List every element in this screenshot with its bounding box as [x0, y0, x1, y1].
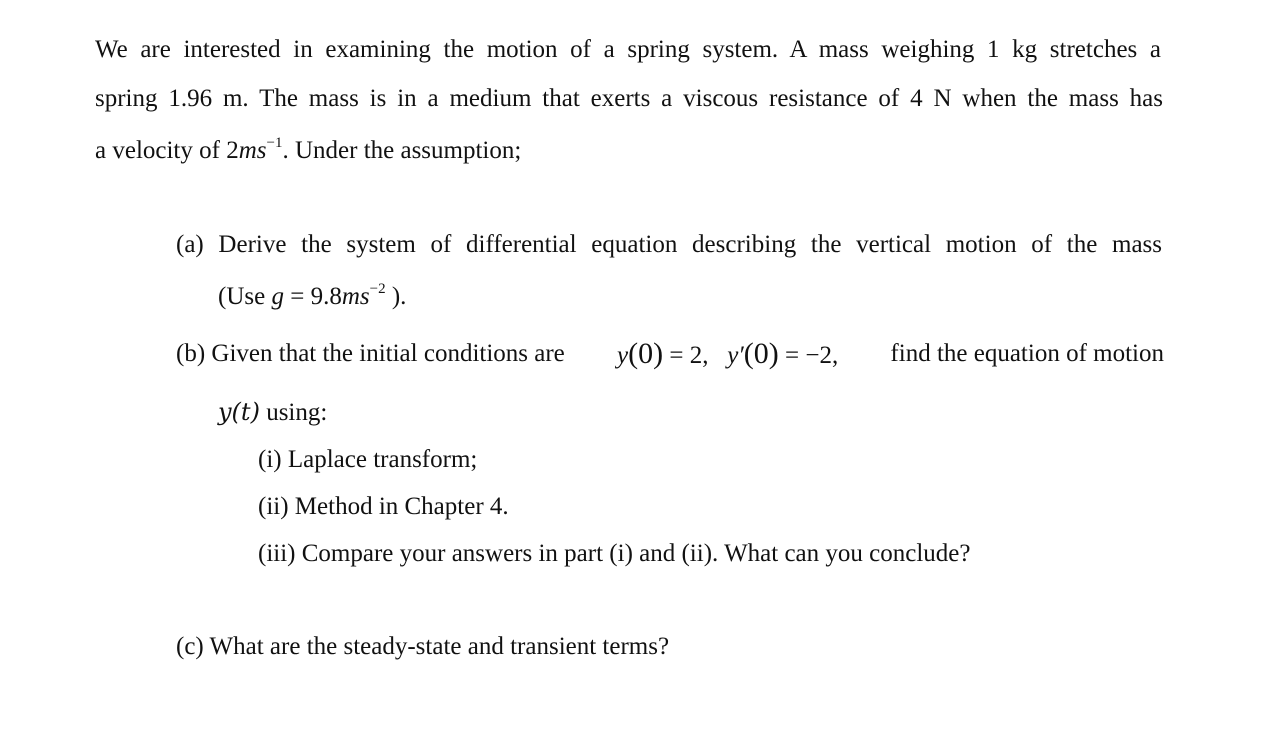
y0-argument: (0) — [628, 337, 664, 370]
yprime-symbol: y′ — [727, 342, 744, 369]
part-a-line-2 — [218, 282, 406, 312]
part-b-using: using: — [259, 399, 328, 426]
part-b-line-1 — [176, 339, 1164, 371]
initial-conditions — [617, 339, 838, 371]
velocity-exponent: −1 — [266, 135, 283, 151]
part-b-line-2 — [218, 397, 327, 428]
intro-line-3-suffix: . Under the assumption; — [282, 137, 522, 164]
part-a-use-suffix: ). — [385, 283, 407, 310]
gravity-symbol: g — [271, 283, 284, 310]
gravity-value: = 9.8 — [283, 283, 342, 310]
intro-line-1: We are interested in examining the motion of a spring system. A mass weighing 1 kg stretches a — [95, 36, 1161, 63]
yprime-value: = −2, — [778, 342, 839, 369]
part-b-item-iii: (iii) Compare your answers in part (i) and (ii). What can you conclude? — [258, 540, 971, 567]
y-symbol: y — [617, 342, 629, 369]
intro-line-2: spring 1.96 m. The mass is in a medium that exerts a viscous resistance of 4 N when the mass has — [95, 85, 1163, 112]
velocity-value: 2 — [226, 137, 239, 164]
yt-function: y(t) — [218, 398, 260, 426]
part-a-line-1: (a) Derive the system of differential equation describing the vertical motion of the mass — [176, 231, 1162, 258]
part-a-use-prefix: (Use — [218, 283, 272, 310]
velocity-expression — [226, 137, 282, 164]
part-b-item-i: (i) Laplace transform; — [258, 446, 478, 473]
part-b-item-ii: (ii) Method in Chapter 4. — [258, 493, 509, 520]
yprime-argument: (0) — [743, 337, 779, 370]
intro-line-3 — [95, 136, 521, 166]
velocity-unit: ms — [238, 137, 267, 164]
intro-line-3-prefix: a velocity of — [95, 137, 227, 164]
gravity-unit: ms — [341, 283, 370, 310]
part-b-suffix: find the equation of motion — [890, 340, 1164, 367]
part-b-prefix: (b) Given that the initial conditions are — [176, 340, 565, 367]
gravity-exponent: −2 — [369, 281, 386, 297]
y0-value: = 2, — [663, 342, 709, 369]
part-c-line-1: (c) What are the steady-state and transient terms? — [176, 633, 670, 660]
